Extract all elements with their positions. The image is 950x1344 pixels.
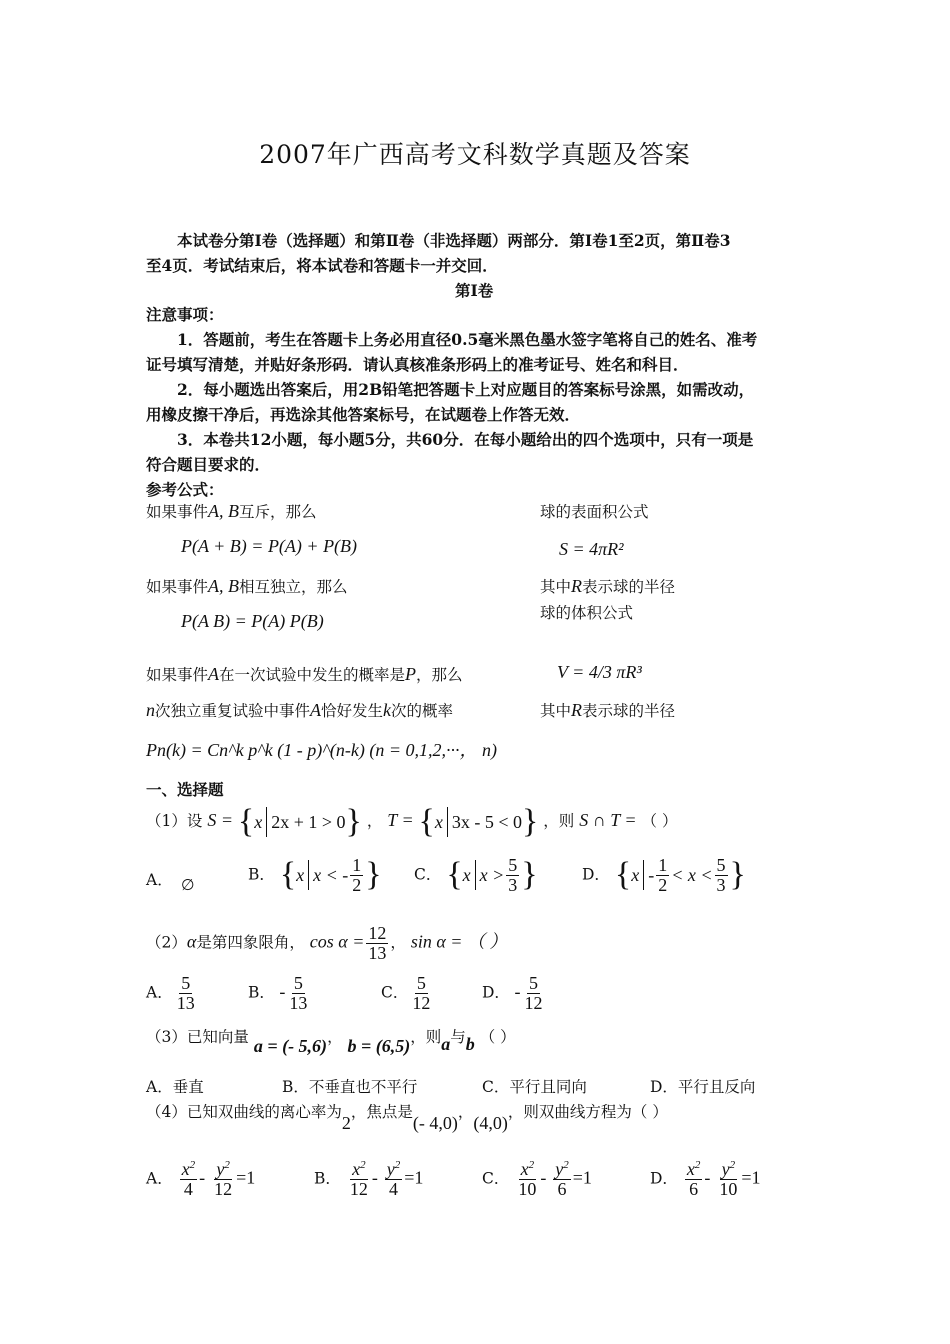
- q2-option-c: C． $\frac{5}{12}$: [381, 973, 431, 1013]
- q4-option-a: A． $\frac{x^2}{4}$ - $\frac{y^2}{12}$ =1: [146, 1159, 256, 1199]
- notice-2b: 用橡皮擦干净后，再选涂其他答案标号，在试题卷上作答无效．: [146, 405, 581, 424]
- question-4: （4）已知双曲线的离心率为2，焦点是(- 4,0)，(4,0)，则双曲线方程为（ ）: [146, 1103, 668, 1133]
- formula-left-2: 如果事件A, B相互独立，那么: [146, 576, 348, 596]
- formula-right-3: 球的体积公式: [540, 604, 634, 622]
- formula-independent: P(A B) = P(A) P(B): [181, 611, 324, 631]
- q2-option-b: B． - $\frac{5}{13}$: [248, 973, 308, 1013]
- q4-option-d: D． $\frac{x^2}{6}$ - $\frac{y^2}{10}$ =1: [650, 1159, 761, 1199]
- part-title: 第Ⅰ卷: [455, 281, 494, 300]
- question-1: （1）设 S = { x 2x + 1 > 0 } ， T = { x 3x - 5 < 0 } ，则 S ∩ T = （ ）: [146, 803, 678, 840]
- q3-option-c: C．平行且同向: [482, 1078, 587, 1096]
- q1-option-d: D． { x - $\frac{1}{2}$ < x < $\frac{5}{3}$ }: [582, 855, 746, 895]
- notice-3b: 符合题目要求的．: [146, 455, 271, 474]
- formula-right-2: 其中R表示球的半径: [540, 576, 676, 596]
- q3-option-d: D．平行且反向: [650, 1078, 756, 1096]
- formula-left-3: 如果事件A在一次试验中发生的概率是P，那么: [146, 664, 463, 684]
- formula-title: 参考公式：: [146, 480, 224, 499]
- question-2: （2）α是第四象限角， cos α = $\frac{12}{13}$ ， sin α = （ ）: [146, 923, 508, 963]
- q1-option-c: C． { x x > $\frac{5}{3}$ }: [414, 855, 538, 895]
- notice-3a: 3．本卷共12小题，每小题5分，共60分．在每小题给出的四个选项中，只有一项是: [177, 430, 754, 449]
- notice-1b: 证号填写清楚，并贴好条形码．请认真核准条形码上的准考证号、姓名和科目．: [146, 355, 689, 374]
- formula-left-4: n次独立重复试验中事件A恰好发生k次的概率: [146, 700, 454, 720]
- formula-exclusive: P(A + B) = P(A) + P(B): [181, 536, 358, 556]
- notice-2a: 2．每小题选出答案后，用2B铅笔把答题卡上对应题目的答案标号涂黑，如需改动，: [177, 380, 755, 399]
- formula-left-1: 如果事件A, B互斥，那么: [146, 501, 317, 521]
- formula-right-1: 球的表面积公式: [540, 503, 649, 521]
- q2-option-d: D． - $\frac{5}{12}$: [482, 973, 543, 1013]
- formula-sphere-volume: V = 4/3 πR³: [557, 662, 642, 682]
- notice-title: 注意事项：: [146, 305, 224, 324]
- q1-option-a-value: ∅: [181, 876, 195, 894]
- formula-sphere-area: S = 4πR²: [559, 539, 624, 559]
- formula-binomial: Pn(k) = Cn^k p^k (1 - p)^(n-k) (n = 0,1,2,···， n): [146, 740, 497, 760]
- q4-option-c: C． $\frac{x^2}{10}$ - $\frac{y^2}{6}$ =1: [482, 1159, 592, 1199]
- notice-1a: 1．答题前，考生在答题卡上务必用直径0.5毫米黑色墨水签字笔将自己的姓名、准考: [177, 330, 758, 349]
- q1-option-b: B． { x x < - $\frac{1}{2}$ }: [248, 855, 382, 895]
- page-title: 2007年广西高考文科数学真题及答案: [259, 140, 691, 169]
- section-title: 一、选择题: [146, 780, 224, 799]
- question-3: （3）已知向量 a = (- 5,6)， b = (6,5)，则a与b （ ）: [146, 1028, 516, 1056]
- q4-option-b: B． $\frac{x^2}{12}$ - $\frac{y^2}{4}$ =1: [314, 1159, 424, 1199]
- intro-line-1: 本试卷分第Ⅰ卷（选择题）和第Ⅱ卷（非选择题）两部分．第Ⅰ卷1至2页，第Ⅱ卷3: [177, 231, 731, 250]
- q3-option-a: A．垂直: [146, 1078, 204, 1096]
- q1-option-a: A．: [146, 871, 173, 889]
- q2-option-a: A． $\frac{5}{13}$: [146, 973, 195, 1013]
- intro-line-2: 至4页．考试结束后，将本试卷和答题卡一并交回．: [146, 256, 498, 275]
- formula-right-4: 其中R表示球的半径: [540, 700, 676, 720]
- q3-option-b: B．不垂直也不平行: [282, 1078, 418, 1096]
